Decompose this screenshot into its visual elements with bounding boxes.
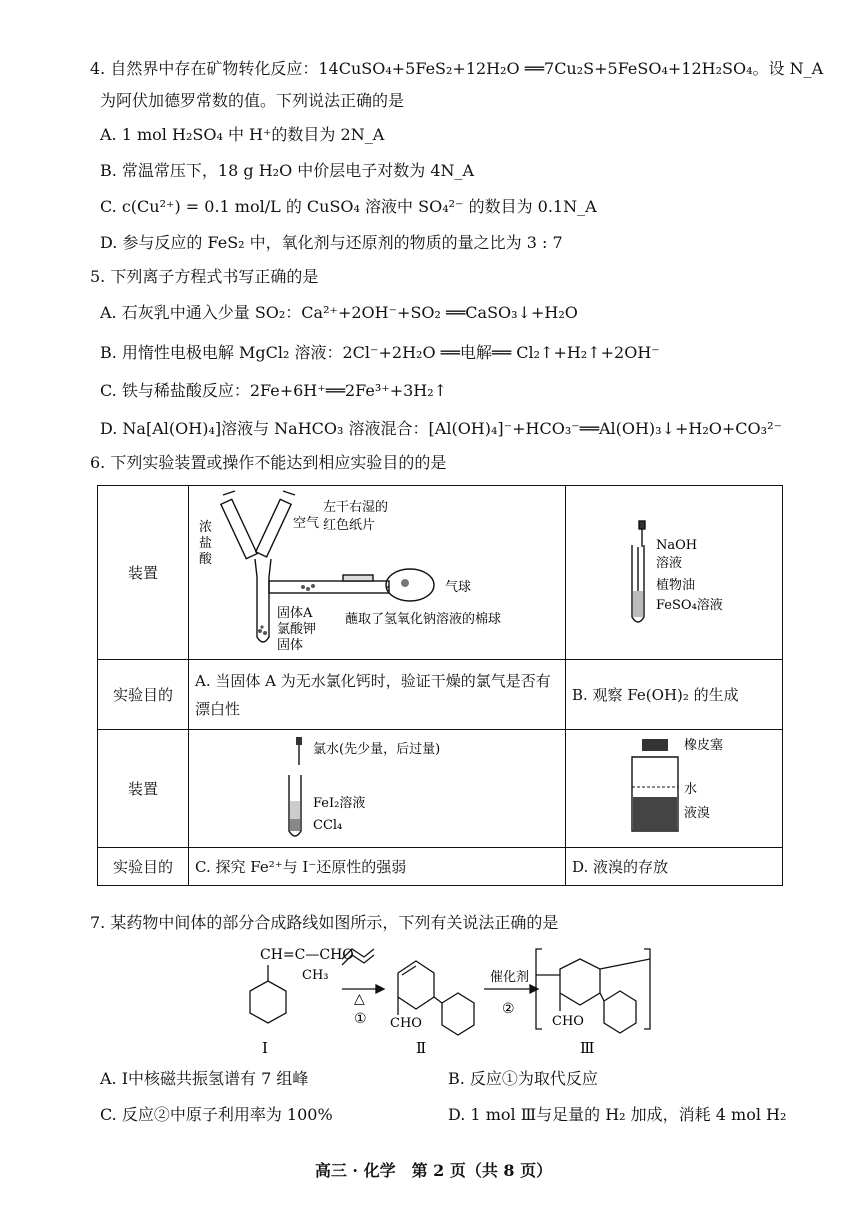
q7-option-d: D. 1 mol Ⅲ与足量的 H₂ 加成，消耗 4 mol H₂ xyxy=(448,1105,787,1124)
q5-option-c: C. 铁与稀盐酸反应：2Fe+6H⁺══2Fe³⁺+3H₂↑ xyxy=(100,381,448,400)
q7-stem: 7. 某药物中间体的部分合成路线如图所示，下列有关说法正确的是 xyxy=(90,913,559,932)
label-chlorine-water: 氯水(先少量，后过量) xyxy=(313,741,441,757)
q6-stem: 6. 下列实验装置或操作不能达到相应实验目的的是 xyxy=(90,453,447,472)
apparatus-d xyxy=(566,730,783,848)
q4-option-c: C. c(Cu²⁺) = 0.1 mol/L 的 CuSO₄ 溶液中 SO₄²⁻ 的数目为 0.1N_A xyxy=(100,197,597,216)
q4-stem-line2: 为阿伏加德罗常数的值。下列说法正确的是 xyxy=(100,91,405,110)
scheme-heat: △ xyxy=(354,991,365,1007)
label-fei2: FeI₂溶液 xyxy=(313,795,366,811)
compound-2-cho: CHO xyxy=(390,1016,422,1031)
compound-label-3: Ⅲ xyxy=(580,1039,595,1057)
benzene-ring-2 xyxy=(442,993,474,1035)
row-header-purpose: 实验目的 xyxy=(98,660,189,730)
q7-option-b: B. 反应①为取代反应 xyxy=(448,1069,598,1088)
q5-option-d: D. Na[Al(OH)₄]溶液与 NaHCO₃ 溶液混合：[Al(OH)₄]⁻+HCO₃⁻══Al(OH)₃↓+H₂O+CO₃²⁻ xyxy=(100,419,782,438)
label-conc-hcl-1: 浓 xyxy=(199,519,213,535)
compound-1-side-chain: CH=C—CHO xyxy=(260,947,354,963)
apparatus-b xyxy=(566,486,783,660)
label-naoh-2: 溶液 xyxy=(656,555,683,571)
label-liquid-bromine: 液溴 xyxy=(684,805,711,821)
label-paper-1: 左干右湿的 xyxy=(323,499,389,515)
label-ccl4: CCl₄ xyxy=(313,817,343,833)
apparatus-b-diagram xyxy=(572,487,772,655)
benzene-ring-3 xyxy=(604,991,636,1033)
row-header-device-2: 装置 xyxy=(98,730,189,848)
label-stopper: 橡皮塞 xyxy=(684,737,724,753)
compound-1-methyl: CH₃ xyxy=(302,968,329,983)
syringe-left xyxy=(221,499,257,558)
q5-stem: 5. 下列离子方程式书写正确的是 xyxy=(90,267,319,286)
benzene-ring-1 xyxy=(250,981,286,1023)
apparatus-a xyxy=(189,486,566,660)
label-water: 水 xyxy=(684,781,698,797)
scheme-step-1: ① xyxy=(354,1011,367,1027)
label-balloon: 气球 xyxy=(445,579,472,595)
q5-option-b: B. 用惰性电极电解 MgCl₂ 溶液：2Cl⁻+2H₂O ══电解══ Cl₂↑+H₂↑+2OH⁻ xyxy=(100,343,660,362)
label-air: 空气 xyxy=(293,515,320,531)
scheme-catalyst: 催化剂 xyxy=(490,970,530,985)
cyclohexane-ring xyxy=(560,959,600,1005)
label-conc-hcl-2: 盐 xyxy=(199,535,213,551)
cyclohexene-ring xyxy=(398,961,434,1009)
label-naoh-1: NaOH xyxy=(656,537,698,553)
apparatus-c-diagram xyxy=(195,731,555,843)
label-paper-2: 红色纸片 xyxy=(323,517,376,533)
label-conc-hcl-3: 酸 xyxy=(199,551,213,567)
q4-option-a: A. 1 mol H₂SO₄ 中 H⁺的数目为 2N_A xyxy=(100,125,385,144)
syringe-right xyxy=(256,499,291,557)
label-kclo3-1: 氯酸钾 xyxy=(277,621,317,637)
apparatus-a-diagram xyxy=(195,487,555,655)
purpose-d: D. 液溴的存放 xyxy=(566,848,783,886)
label-kclo3-2: 固体 xyxy=(277,637,304,653)
scheme-step-2: ② xyxy=(502,1001,515,1017)
q7-option-c: C. 反应②中原子利用率为 100% xyxy=(100,1105,333,1124)
q4-stem-line1: 4. 自然界中存在矿物转化反应：14CuSO₄+5FeS₂+12H₂O ══7Cu₂S+5FeSO₄+12H₂SO₄。设 N_A xyxy=(90,59,824,78)
experiment-table xyxy=(97,485,783,886)
page-footer: 高三 · 化学 第 2 页（共 8 页） xyxy=(314,1161,553,1180)
label-solid-a: 固体A xyxy=(277,605,313,621)
q7-option-a: A. Ⅰ中核磁共振氢谱有 7 组峰 xyxy=(100,1069,309,1088)
compound-3-cho: CHO xyxy=(552,1014,584,1029)
label-cotton: 蘸取了氢氧化钠溶液的棉球 xyxy=(345,611,502,627)
purpose-b: B. 观察 Fe(OH)₂ 的生成 xyxy=(566,660,783,730)
compound-label-2: Ⅱ xyxy=(416,1039,427,1057)
label-oil: 植物油 xyxy=(656,577,696,593)
purpose-c: C. 探究 Fe²⁺与 I⁻还原性的强弱 xyxy=(189,848,566,886)
purpose-a: A. 当固体 A 为无水氯化钙时，验证干燥的氯气是否有漂白性 xyxy=(189,660,566,730)
q5-option-a: A. 石灰乳中通入少量 SO₂：Ca²⁺+2OH⁻+SO₂ ══CaSO₃↓+H₂O xyxy=(100,303,578,322)
apparatus-d-diagram xyxy=(572,731,772,843)
q4-option-d: D. 参与反应的 FeS₂ 中，氧化剂与还原剂的物质的量之比为 3 : 7 xyxy=(100,233,563,252)
apparatus-c xyxy=(189,730,566,848)
label-feso4: FeSO₄溶液 xyxy=(656,597,723,613)
compound-label-1: Ⅰ xyxy=(262,1039,268,1057)
row-header-purpose-2: 实验目的 xyxy=(98,848,189,886)
synthesis-scheme xyxy=(230,945,670,1060)
q4-option-b: B. 常温常压下，18 g H₂O 中价层电子对数为 4N_A xyxy=(100,161,475,180)
row-header-device: 装置 xyxy=(98,486,189,660)
